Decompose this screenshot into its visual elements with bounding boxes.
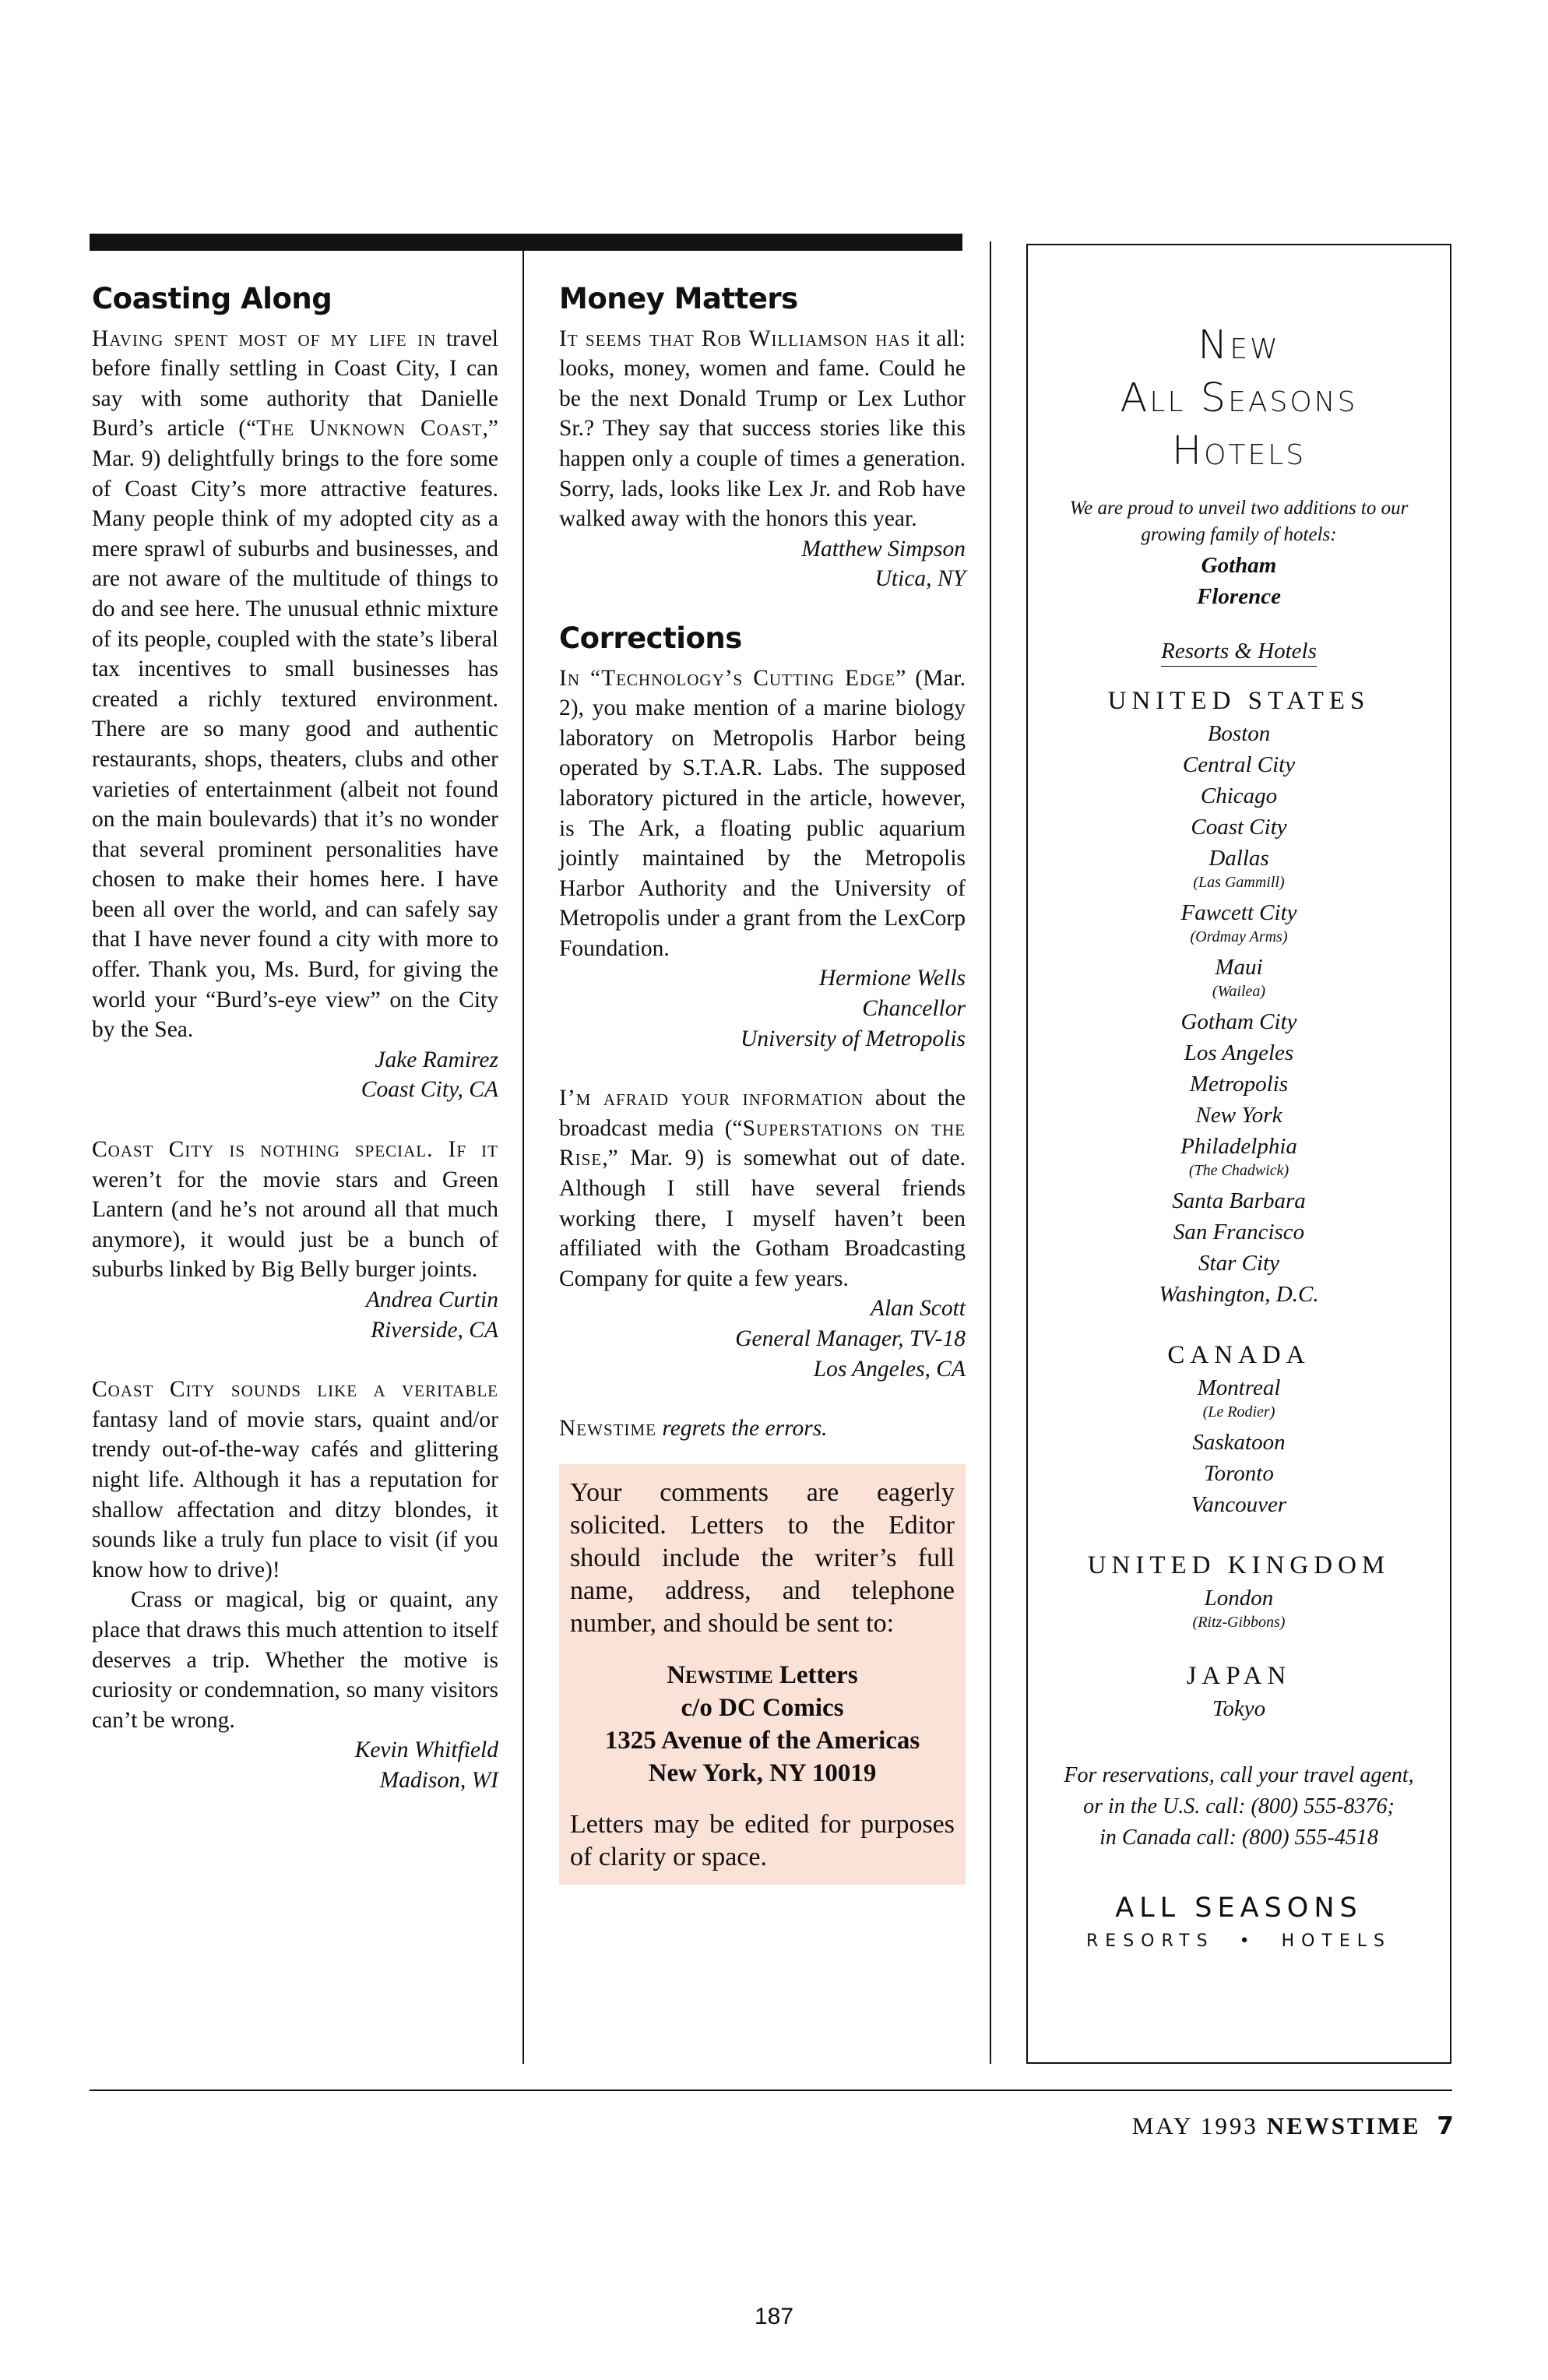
comments-intro: Your comments are eagerly solicited. Letters to the Editor should include the writer’s full name, address, and telephone number, and should be sent to: [570,1477,955,1638]
new-hotels [1028,550,1450,612]
footer-publication: NEWSTIME [1266,2112,1421,2139]
middle-column [559,284,966,1885]
section-heading-coasting-along: Coasting Along [92,282,332,315]
signature-place: Coast City, CA [361,1077,498,1103]
letter-body [559,1083,966,1294]
ad-title-line-3: Hotels [1171,428,1307,474]
article-title: The Unknown Coast [256,416,483,442]
column-divider-1 [522,241,524,2064]
regrets-text: regrets the errors. [656,1416,828,1442]
column-divider-2 [990,241,991,2064]
hotel-advertisement [1026,244,1451,2064]
letter-body [559,664,966,964]
mailing-address [570,1659,955,1790]
city-hotel-note: (Wailea) [1212,983,1266,1000]
letter-body [92,1375,498,1585]
section-heading-corrections: Corrections [559,621,742,655]
city-name: Chicago [1200,783,1278,808]
comments-box [559,1464,966,1885]
region-heading: UNITED KINGDOM [1087,1551,1391,1579]
reservations-line: in Canada call: (800) 555-4518 [1099,1825,1378,1850]
region-heading: JAPAN [1186,1662,1292,1690]
reservations-line: or in the U.S. call: (800) 555-8376; [1083,1794,1395,1818]
address-line-3: 1325 Avenue of the Americas [604,1726,920,1755]
address-line-2: c/o DC Comics [681,1693,844,1722]
signature-name: Kevin Whitfield [354,1737,498,1763]
letter-lead: Coast City sounds like a veritable [92,1377,498,1403]
letter-curtin [92,1135,498,1345]
letter-text: ,” Mar. 9) delightfully brings to the fore some of Coast City’s more attractive features. Many people think of my adopted city as a mere sprawl of suburbs and businesses, and are not aware of the multitude of things to do and see here. The unusual ethnic mixture of its people, coupled with the state’s liberal tax incentives to small businesses has created a richly textured environment. There are so many good and authentic restaurants, shops, theaters, clubs and other varieties of entertainment (albeit not found on the main boulevards) that it’s no wonder that several prominent personalities have chosen to make their homes here. I have been all over the world, and can safely say that I have never found a city with more to offer. Thank you, Ms. Burd, for giving the world your “Burd’s-eye view” on the City by the Sea. [92,416,498,1043]
page-footer [1132,2112,1456,2140]
comments-outro: Letters may be edited for purposes of clarity or space. [570,1809,955,1871]
signature-name: Andrea Curtin [365,1287,498,1312]
spacer [92,1105,498,1135]
city-name: Boston [1207,721,1271,746]
letter-lead: It seems that Rob Williamson has [559,326,911,351]
city-name: Central City [1182,752,1296,777]
signature-place: Los Angeles, CA [813,1356,966,1382]
brand-resorts: RESORTS [1086,1931,1215,1951]
spacer [559,1054,966,1083]
letter-text: weren’t for the movie stars and Green Lantern (and he’s not around all that much anymore), it would just be a bunch of suburbs linked by Big Belly burger joints. [92,1167,498,1283]
letter-paragraph: Crass or magical, big or quaint, any place that draws this much attention to itself deserves a trip. Whether the motive is curiosity or condemnation, so many visitors can’t be wrong. [92,1587,498,1733]
signature-name: Alan Scott [870,1296,966,1322]
spacer [92,1345,498,1375]
letter-simpson [559,324,966,594]
footer-date: MAY 1993 [1131,2112,1258,2139]
signature-place: University of Metropolis [741,1026,966,1051]
ad-brand-sub [1028,1931,1450,1951]
letter-lead: Having spent most of my life in [92,326,437,351]
letter-text: (Mar. 2), you make mention of a marine biology laboratory on Metropolis Harbor being operated by S.T.A.R. Labs. The supposed laboratory pictured in the article, however, is The Ark, a floating public aquarium jointly maintained by the Metropolis Harbor Authority and the University of Metropolis under a grant from the LexCorp Foundation. [559,665,966,961]
city-name: Maui [1215,955,1263,980]
letter-scott [559,1083,966,1384]
signature-title: Chancellor [862,996,966,1022]
ad-title-line-1: New [1198,322,1280,368]
ad-brand-logo: ALL SEASONS [1115,1892,1363,1924]
reservations-info [1028,1760,1450,1854]
city-hotel-note: (The Chadwick) [1188,1162,1289,1179]
city-name: London [1204,1586,1274,1611]
ad-title-line-2: All Seasons [1120,375,1358,421]
city-name: Montreal [1197,1375,1281,1400]
city-name: New York [1195,1103,1282,1128]
city-name: Philadelphia [1180,1134,1297,1159]
new-hotel: Florence [1197,584,1281,609]
city-name: Fawcett City [1180,900,1297,925]
city-name: San Francisco [1173,1220,1305,1245]
city-name: Los Angeles [1184,1040,1294,1065]
regrets-brand: Newstime [559,1416,656,1442]
new-hotel: Gotham [1201,553,1277,578]
footer-page: 7 [1437,2112,1456,2140]
city-name: Vancouver [1191,1492,1287,1517]
city-name: Gotham City [1180,1009,1297,1034]
city-name: Saskatoon [1192,1430,1286,1455]
ad-title [1028,319,1450,478]
article-title: Technology’s Cutting Edge [601,665,896,691]
resorts-label: Resorts & Hotels [1161,639,1317,667]
address-brand: Newstime [667,1660,773,1689]
city-name: Washington, D.C. [1159,1282,1319,1307]
city-name: Toronto [1204,1461,1274,1486]
letter-wells [559,664,966,1054]
city-name: Coast City [1191,815,1287,840]
address-letters: Letters [772,1660,858,1689]
signature-place: Madison, WI [379,1767,498,1793]
letter-lead: In “ [559,665,602,691]
letter-whitfield [92,1375,498,1795]
spacer [559,594,966,624]
region-heading: CANADA [1167,1341,1311,1369]
letter-text: ” [895,665,906,691]
city-hotel-note: (Ritz-Gibbons) [1192,1614,1286,1631]
city-hotel-note: (Le Rodier) [1202,1403,1275,1421]
city-name: Tokyo [1212,1696,1266,1721]
header-rule [90,234,962,251]
city-name: Dallas [1208,846,1269,871]
section-heading-money-matters: Money Matters [559,282,798,315]
letter-text: ,” Mar. 9) is somewhat out of date. Although I still have several friends working there, I myself haven’t been affiliated with the Gotham Broadcasting Company for quite a few years. [559,1146,966,1291]
address-line-1 [570,1659,955,1692]
letter-text: it all: looks, money, women and fame. Could he be the next Donald Trump or Lex Luthor Sr.? They say that success stories like this happen only a couple of times a generation. Sorry, lads, looks like Lex Jr. and Rob have walked away with the honors this year. [559,326,966,532]
city-hotel-note: (Las Gammill) [1193,874,1285,891]
article-title: Superstations on the Rise [559,1115,966,1171]
ad-tagline: We are proud to unveil two additions to our growing family of hotels: [1069,498,1409,545]
page-number: 187 [754,2304,794,2329]
city-name: Star City [1198,1251,1279,1276]
letter-text: fantasy land of movie stars, quaint and/or trendy out-of-the-way cafés and glittering night life. Although it has a reputation for shallow affectation and ditzy blondes, it sounds like a truly fun place to visit (if you know how to drive)! [92,1407,498,1583]
letter-ramirez [92,324,498,1105]
signature-place: Riverside, CA [371,1317,498,1343]
signature-name: Hermione Wells [818,966,966,991]
signature-name: Matthew Simpson [801,536,966,562]
regrets-note [559,1414,966,1444]
city-name: Metropolis [1189,1072,1289,1097]
city-hotel-note: (Ordmay Arms) [1190,928,1288,945]
address-line-4: New York, NY 10019 [648,1759,877,1787]
brand-bullet: • [1239,1931,1257,1951]
letter-lead: I’m afraid your information [559,1086,864,1111]
region-heading: UNITED STATES [1107,687,1370,715]
city-name: Santa Barbara [1172,1188,1306,1213]
signature-name: Jake Ramirez [375,1047,498,1072]
footer-rule [90,2090,1452,2091]
letter-body [92,1135,498,1285]
region-list [1028,684,1450,1724]
letter-text: travel before finally settling in Coast City, I can say with some authority that Danielle Burd’s article (“ [92,326,498,442]
signature-title: General Manager, TV-18 [735,1326,966,1351]
letter-lead: Coast City is nothing special. If it [92,1137,498,1163]
letter-body [559,324,966,534]
reservations-line: For reservations, call your travel agent, [1064,1763,1414,1787]
signature-place: Utica, NY [874,566,966,592]
letter-body [92,324,498,1045]
left-column [92,284,498,1796]
spacer [559,1384,966,1414]
brand-hotels: HOTELS [1281,1931,1391,1951]
letter-text: about the broadcast media (“ [559,1086,966,1141]
